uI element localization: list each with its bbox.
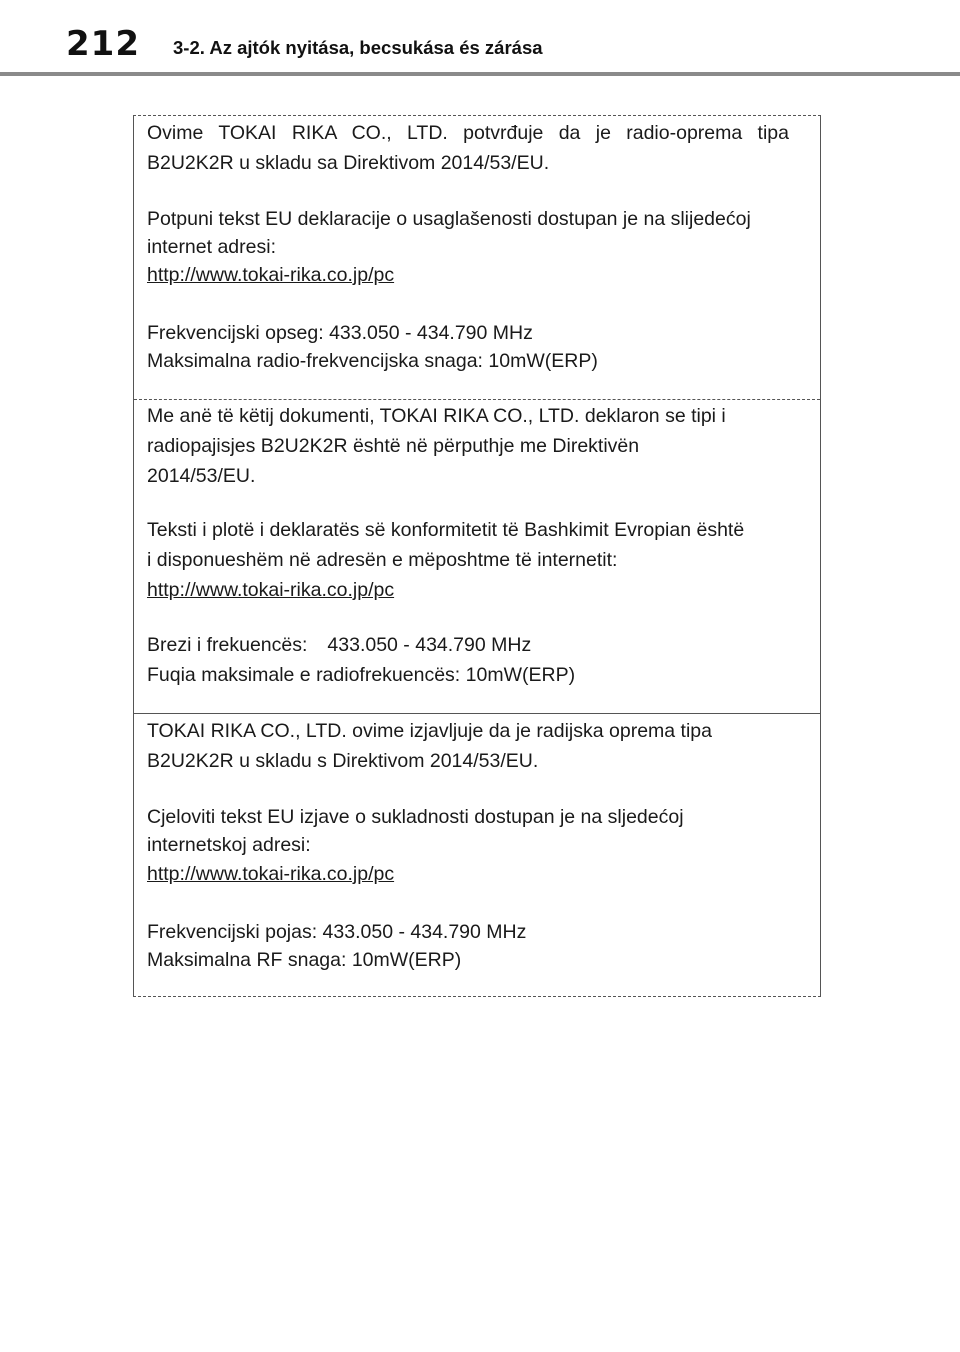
declaration-text-line: B2U2K2R u skladu s Direktivom 2014/53/EU. bbox=[147, 750, 539, 772]
declaration-text-line: Potpuni tekst EU deklaracije o usaglašenosti dostupan je na slijedećoj bbox=[147, 208, 751, 230]
declaration-text-line: Ovime TOKAI RIKA CO., LTD. potvrđuje da je radio-oprema tipa bbox=[147, 122, 789, 144]
frequency-range: Frekvencijski pojas: 433.050 - 434.790 MHz bbox=[147, 921, 527, 943]
declaration-url-link[interactable]: http://www.tokai-rika.co.jp/pc bbox=[147, 264, 395, 286]
declaration-text-line: TOKAI RIKA CO., LTD. ovime izjavljuje da je radijska oprema tipa bbox=[147, 720, 712, 742]
declaration-text-line: Me anë të këtij dokumenti, TOKAI RIKA CO., LTD. deklaron se tipi i bbox=[147, 405, 726, 427]
declaration-text-line: internet adresi: bbox=[147, 236, 276, 258]
declaration-url-link[interactable]: http://www.tokai-rika.co.jp/pc bbox=[147, 863, 395, 885]
declaration-croatian bbox=[134, 713, 820, 997]
max-power: Fuqia maksimale e radiofrekuencës: 10mW(ERP) bbox=[147, 664, 576, 686]
max-power: Maksimalna RF snaga: 10mW(ERP) bbox=[147, 949, 462, 971]
declaration-url-link[interactable]: http://www.tokai-rika.co.jp/pc bbox=[147, 579, 395, 601]
declaration-box bbox=[133, 115, 821, 997]
declaration-text-line: radiopajisjes B2U2K2R është në përputhje me Direktivën bbox=[147, 435, 640, 457]
page-number: 212 bbox=[66, 24, 140, 64]
declaration-text-line: Teksti i plotë i deklaratës së konformitetit të Bashkimit Evropian është bbox=[147, 519, 745, 541]
frequency-range: Frekvencijski opseg: 433.050 - 434.790 MHz bbox=[147, 322, 533, 344]
frequency-range bbox=[147, 633, 531, 657]
declaration-montenegrin bbox=[134, 116, 820, 399]
page-header bbox=[0, 0, 960, 80]
declaration-text-line: B2U2K2R u skladu sa Direktivom 2014/53/EU. bbox=[147, 152, 550, 174]
header-divider bbox=[0, 72, 960, 76]
declaration-text-line: Cjeloviti tekst EU izjave o sukladnosti dostupan je na sljedećoj bbox=[147, 806, 684, 828]
declaration-text-line: 2014/53/EU. bbox=[147, 465, 256, 487]
section-title: 3-2. Az ajtók nyitása, becsukása és zárása bbox=[173, 37, 543, 58]
frequency-value: 433.050 - 434.790 MHz bbox=[327, 634, 532, 656]
declaration-albanian bbox=[134, 399, 820, 713]
declaration-text-line: i disponueshëm në adresën e mëposhtme të internetit: bbox=[147, 549, 618, 571]
frequency-label: Brezi i frekuencës: bbox=[147, 634, 308, 656]
declaration-text-line: internetskoj adresi: bbox=[147, 834, 311, 856]
max-power: Maksimalna radio-frekvencijska snaga: 10mW(ERP) bbox=[147, 350, 598, 372]
